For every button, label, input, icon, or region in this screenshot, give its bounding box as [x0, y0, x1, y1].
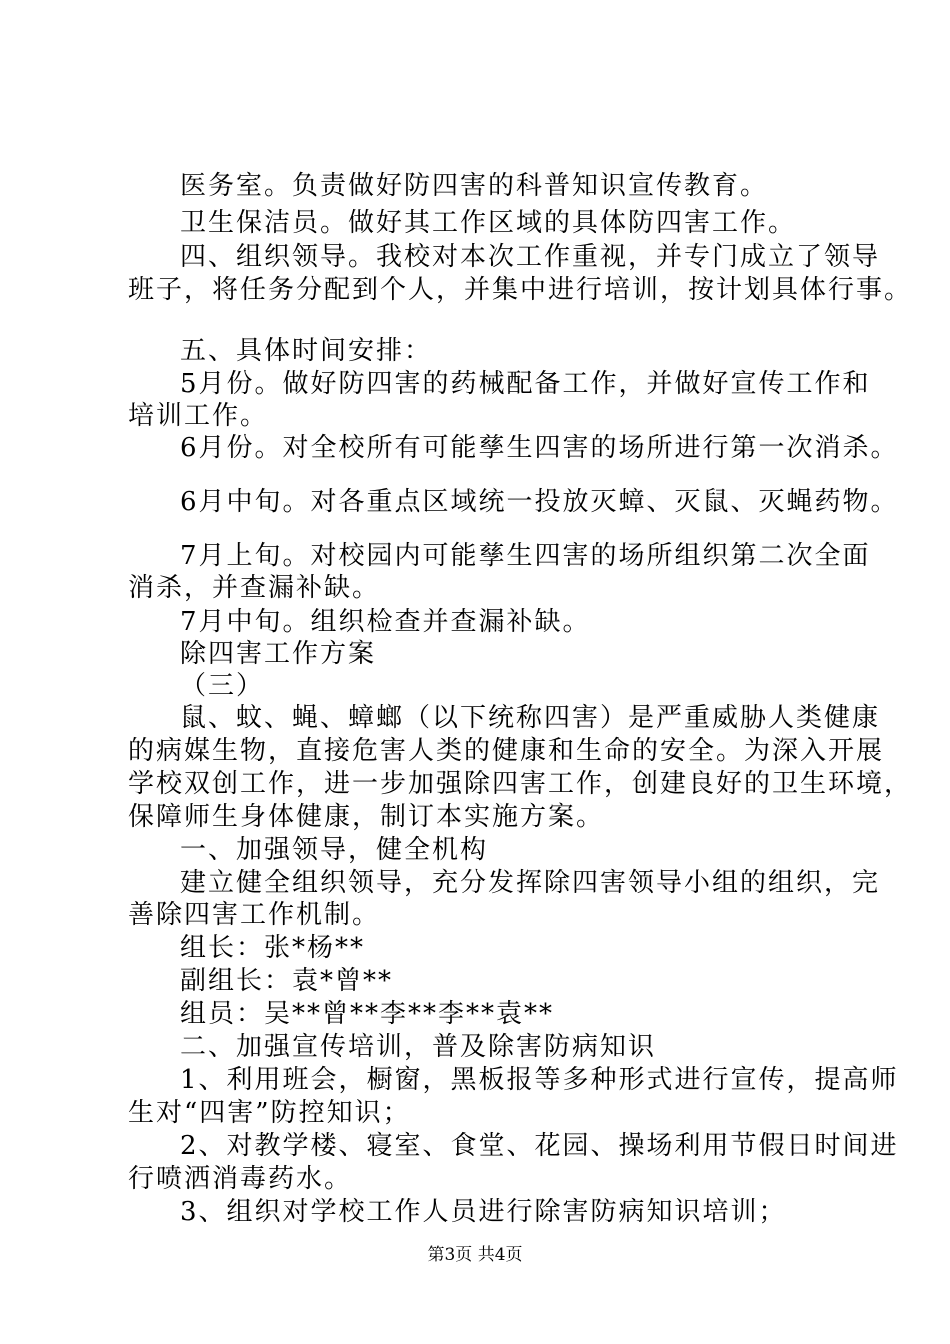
- paragraph-line: 班子，将任务分配到个人，并集中进行培训，按计划具体行事。: [128, 275, 913, 305]
- paragraph-line: 消杀，并查漏补缺。: [128, 573, 381, 603]
- paragraph-line: 7月上旬。对校园内可能孳生四害的场所组织第二次全面: [180, 541, 871, 571]
- paragraph-line: 的病媒生物，直接危害人类的健康和生命的安全。为深入开展: [128, 736, 885, 766]
- section-heading: 一、加强领导，健全机构: [180, 835, 489, 865]
- paragraph-line: 6月中旬。对各重点区域统一投放灭蟑、灭鼠、灭蝇药物。: [180, 487, 899, 517]
- paragraph-line: 6月份。对全校所有可能孳生四害的场所进行第一次消杀。: [180, 433, 899, 463]
- document-title: 除四害工作方案: [180, 639, 377, 669]
- paragraph-line: 组员：吴**曾**李**李**袁**: [180, 999, 555, 1029]
- paragraph-line: 5月份。做好防四害的药械配备工作，并做好宣传工作和: [180, 369, 871, 399]
- paragraph-line: 四、组织领导。我校对本次工作重视，并专门成立了领导: [180, 242, 881, 272]
- paragraph-line: 学校双创工作，进一步加强除四害工作，创建良好的卫生环境，: [128, 769, 913, 799]
- paragraph-line: 卫生保洁员。做好其工作区域的具体防四害工作。: [180, 208, 797, 238]
- paragraph-line: 1、利用班会，橱窗，黑板报等多种形式进行宣传，提高师: [180, 1065, 899, 1095]
- paragraph-line: 3、组织对学校工作人员进行除害防病知识培训；: [180, 1197, 787, 1227]
- paragraph-line: 培训工作。: [128, 401, 269, 431]
- document-subtitle: （三）: [180, 671, 265, 701]
- paragraph-line: 医务室。负责做好防四害的科普知识宣传教育。: [180, 171, 769, 201]
- paragraph-line: 善除四害工作机制。: [128, 900, 381, 930]
- paragraph-line: 组长：张*杨**: [180, 933, 366, 963]
- paragraph-line: 保障师生身体健康，制订本实施方案。: [128, 802, 605, 832]
- paragraph-line: 2、对教学楼、寝室、食堂、花园、操场利用节假日时间进: [180, 1131, 899, 1161]
- paragraph-line: 建立健全组织领导，充分发挥除四害领导小组的组织，完: [180, 868, 881, 898]
- paragraph-line: 7月中旬。组织检查并查漏补缺。: [180, 607, 591, 637]
- paragraph-line: 副组长：袁*曾**: [180, 966, 394, 996]
- section-heading: 二、加强宣传培训，普及除害防病知识: [180, 1032, 657, 1062]
- paragraph-line: 生对“四害”防控知识；: [128, 1098, 411, 1128]
- paragraph-line: 鼠、蚊、蝇、蟑螂（以下统称四害）是严重威胁人类健康: [180, 703, 881, 733]
- page-number-footer: 第3页 共4页: [427, 1245, 523, 1265]
- paragraph-line: 行喷洒消毒药水。: [128, 1164, 353, 1194]
- section-heading: 五、具体时间安排：: [180, 336, 433, 366]
